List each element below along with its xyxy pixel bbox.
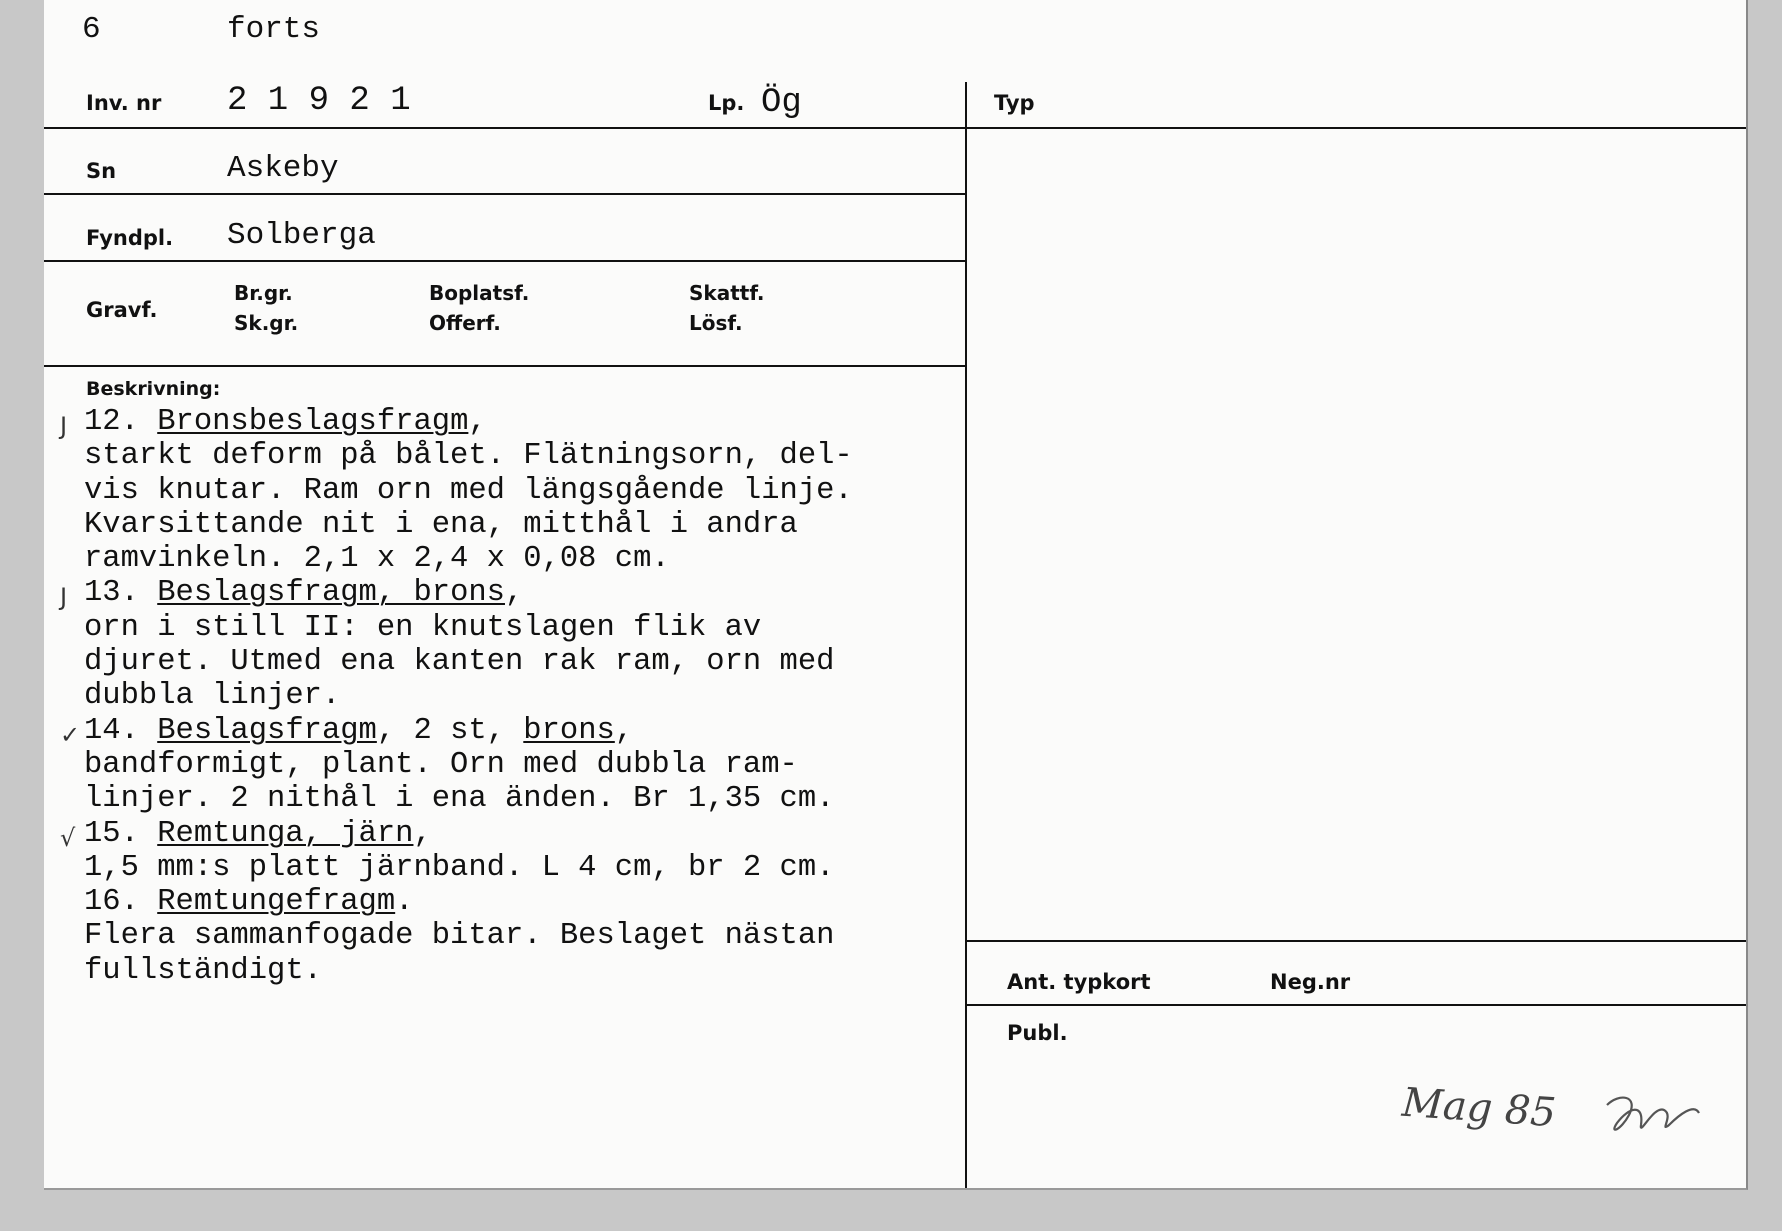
typ-label: Typ: [994, 91, 1035, 115]
check-mark: J: [60, 412, 68, 440]
underlined-term: Bronsbeslagsfragm: [157, 405, 469, 439]
description-fragment: ,: [468, 405, 487, 439]
description-fragment: Kvarsittande nit i ena, mitthål i andra: [84, 507, 798, 542]
handwritten-note: Mag 85: [1400, 1079, 1558, 1137]
inv-nr-label: Inv. nr: [86, 91, 162, 115]
description-fragment: starkt deform på bålet. Flätningsorn, del-: [84, 439, 853, 474]
description-fragment: 14.: [84, 713, 158, 748]
divider-ant-typkort-bottom: [967, 1004, 1746, 1006]
underlined-term: Beslagsfragm: [157, 713, 377, 748]
description-line: [84, 611, 853, 645]
description-fragment: orn i still II: en knutslagen flik av: [84, 610, 762, 645]
description-line: [60, 713, 853, 749]
description-line: [60, 816, 853, 852]
description-line: [60, 405, 853, 440]
description-fragment: 16.: [84, 885, 158, 920]
description-line: [84, 748, 853, 782]
grave-type-boplatsf: Boplatsf.: [429, 281, 530, 305]
description-line: [84, 474, 853, 508]
beskrivning-label: Beskrivning:: [86, 378, 221, 400]
divider-sn: [44, 193, 967, 195]
catalog-card: [44, 0, 1748, 1190]
description-line: [60, 576, 853, 612]
publ-label: Publ.: [1007, 1021, 1068, 1045]
divider-inv: [44, 127, 1746, 129]
description-fragment: linjer. 2 nithål i ena änden. Br 1,35 cm.: [84, 782, 835, 817]
check-mark: ✓: [60, 720, 81, 749]
column-divider: [965, 82, 967, 1188]
description-fragment: 1,5 mm:s platt järnband. L 4 cm, br 2 cm.: [84, 850, 835, 885]
description-fragment: ,: [413, 816, 432, 851]
description-fragment: 12.: [84, 405, 158, 439]
description-line: [84, 542, 853, 576]
description-line: [84, 782, 853, 816]
description-line: [84, 885, 853, 919]
continuation-label: forts: [227, 12, 321, 47]
description-fragment: , 2 st,: [376, 713, 524, 748]
fyndpl-value: Solberga: [227, 218, 376, 253]
neg-nr-label: Neg.nr: [1270, 970, 1351, 994]
description-fragment: ,: [504, 576, 524, 611]
description-line: [84, 954, 853, 988]
description-fragment: fullständigt.: [84, 953, 322, 988]
divider-gravf: [44, 365, 967, 367]
description-fragment: ,: [614, 713, 634, 748]
divider-ant-typkort-top: [967, 940, 1746, 942]
description-fragment: 13.: [84, 576, 158, 611]
grave-type-sk-gr: Sk.gr.: [234, 311, 299, 335]
gravf-label: Gravf.: [86, 298, 158, 322]
description-fragment: dubbla linjer.: [84, 679, 341, 714]
description-line: [84, 439, 853, 473]
underlined-term: brons: [523, 713, 615, 748]
description-text: [60, 405, 853, 988]
description-fragment: vis knutar. Ram orn med längsgående linje.: [84, 473, 853, 508]
ant-typkort-label: Ant. typkort: [1007, 970, 1151, 994]
description-fragment: bandformigt, plant. Orn med dubbla ram-: [84, 747, 798, 782]
description-fragment: ramvinkeln. 2,1 x 2,4 x 0,08 cm.: [84, 542, 670, 577]
sn-label: Sn: [86, 159, 117, 183]
sn-value: Askeby: [227, 151, 339, 186]
underlined-term: Remtunga, järn: [157, 816, 414, 851]
check-mark: J: [60, 583, 68, 612]
lp-label: Lp.: [708, 91, 745, 115]
handwritten-initials: [1599, 1085, 1719, 1145]
underlined-term: Beslagsfragm, brons: [157, 576, 505, 611]
description-line: [84, 851, 853, 885]
lp-value: Ög: [761, 84, 802, 122]
underlined-term: Remtungefragm: [157, 885, 396, 920]
grave-type-losf: Lösf.: [689, 311, 743, 335]
description-fragment: .: [395, 885, 414, 920]
description-line: [84, 679, 853, 713]
description-fragment: 15.: [84, 816, 158, 851]
description-line: [84, 919, 853, 953]
divider-fyndpl: [44, 260, 967, 262]
description-line: [84, 508, 853, 542]
description-line: [84, 645, 853, 679]
card-number: 6: [82, 12, 101, 47]
inv-nr-value: 2 1 9 2 1: [227, 82, 411, 120]
grave-type-offerf: Offerf.: [429, 311, 501, 335]
check-mark: √: [60, 823, 76, 852]
description-fragment: djuret. Utmed ena kanten rak ram, orn med: [84, 645, 835, 680]
fyndpl-label: Fyndpl.: [86, 226, 174, 250]
grave-type-skattf: Skattf.: [689, 281, 765, 305]
description-fragment: Flera sammanfogade bitar. Beslaget nästan: [84, 919, 835, 954]
grave-type-br-gr: Br.gr.: [234, 281, 293, 305]
